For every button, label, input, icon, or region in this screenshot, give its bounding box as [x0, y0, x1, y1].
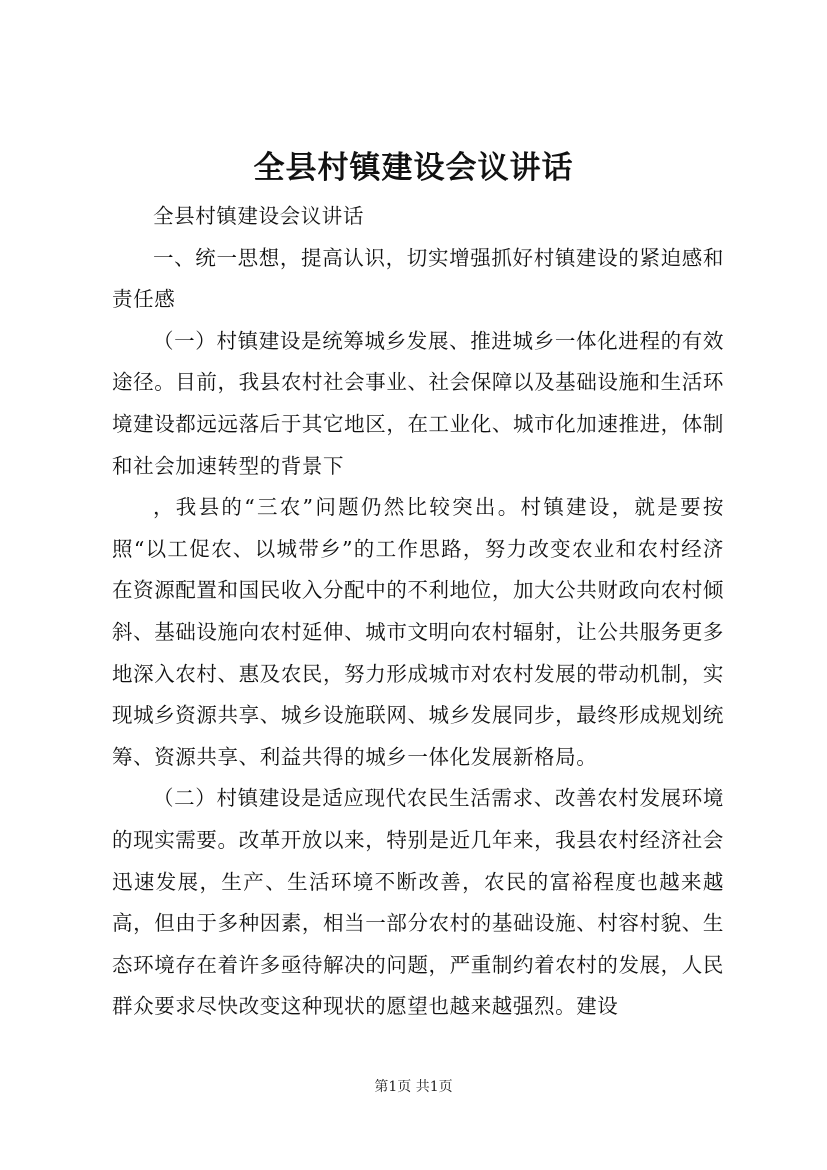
document-title: 全县村镇建设会议讲话 [253, 150, 574, 186]
paragraph-subsection-one: （一）村镇建设是统筹城乡发展、推进城乡一体化进程的有效途径。目前，我县农村社会事业、社会保障以及基础设施和生活环境建设都远远落后于其它地区，在工业化、城市化加速推进，体制和社会加速转型的背景下 [112, 328, 724, 478]
paragraph-subsection-two: （二）村镇建设是适应现代农民生活需求、改善农村发展环境的现实需要。改革开放以来，特别是近几年来，我县农村经济社会迅速发展，生产、生活环境不断改善，农民的富裕程度也越来越高，但由于多种因素，相当一部分农村的基础设施、村容村貌、生态环境存在着许多亟待解决的问题，严重制约着农村的发展，人民群众要求尽快改变这种现状的愿望也越来越强烈。建设 [112, 786, 724, 1019]
paragraph-section-one-heading: 一、统一思想，提高认识，切实增强抓好村镇建设的紧迫感和责任感 [112, 245, 724, 312]
page-footer: 第1页 共1页 [374, 1079, 453, 1095]
paragraph-heading-repeat: 全县村镇建设会议讲话 [153, 204, 364, 228]
document-body [112, 196, 724, 1028]
paragraph-subsection-one-continued: ，我县的“三农”问题仍然比较突出。村镇建设，就是要按照“以工促农、以城带乡”的工作思路，努力改变农业和农村经济在资源配置和国民收入分配中的不利地位，加大公共财政向农村倾斜、基础设施向农村延伸、城市文明向农村辐射，让公共服务更多地深入农村、惠及农民，努力形成城市对农村发展的带动机制，实现城乡资源共享、城乡设施联网、城乡发展同步，最终形成规划统筹、资源共享、利益共得的城乡一体化发展新格局。 [112, 495, 724, 769]
